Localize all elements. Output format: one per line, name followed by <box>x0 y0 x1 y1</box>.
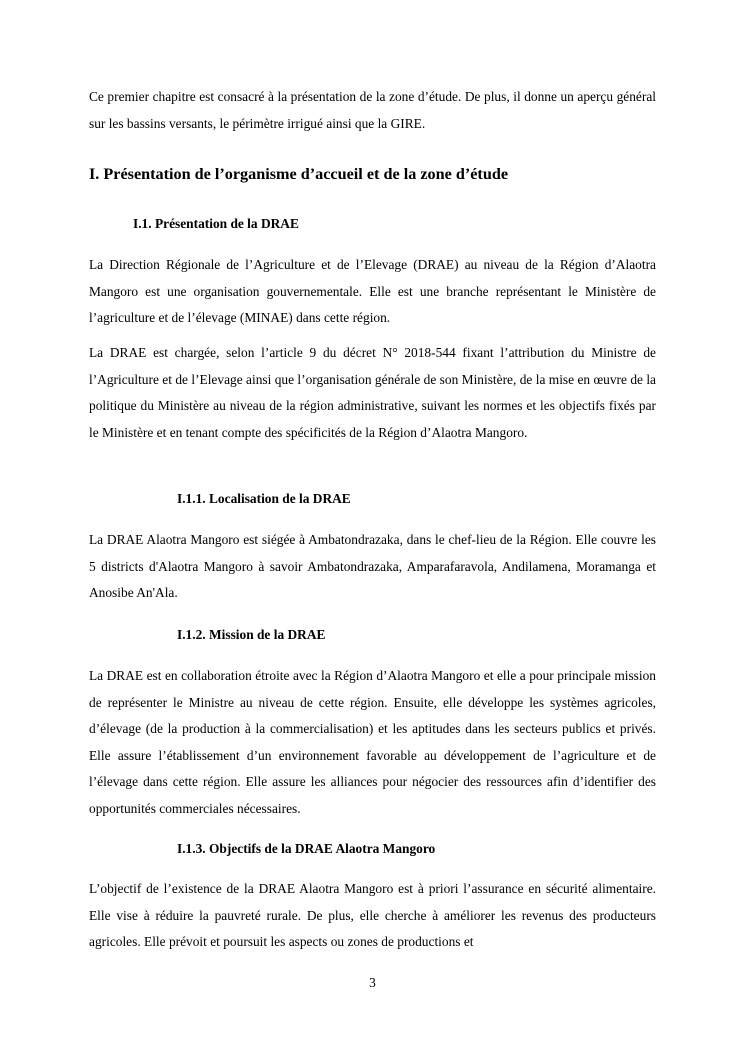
section-1-1-1-heading: I.1.1. Localisation de la DRAE <box>177 491 351 506</box>
section-1-1-3-heading: I.1.3. Objectifs de la DRAE Alaotra Mangoro <box>177 841 436 856</box>
page-number: 3 <box>369 975 376 990</box>
section-1-heading: I. Présentation de l’organisme d’accueil et de la zone d’étude <box>89 165 509 183</box>
drae-intro-paragraph: La Direction Régionale de l’Agriculture et de l’Elevage (DRAE) au niveau de la Région d’Alaotra Mangoro est une organisation gouvernementale. Elle est une branche représentant le Ministère de l’agriculture et de l’élevage (MINAE) dans cette région. <box>89 257 656 325</box>
drae-mandate-paragraph: La DRAE est chargée, selon l’article 9 du décret N° 2018-544 fixant l’attribution du Ministre de l’Agriculture et de l’Elevage ainsi que l’organisation générale de son Ministère, de la mise en œuvre de la politique du Ministère au niveau de la région administrative, suivant les normes et les objectifs fixés par le Ministère et en tenant compte des spécificités de la Région d’Alaotra Mangoro. <box>89 345 656 440</box>
section-1-1-heading: I.1. Présentation de la DRAE <box>133 216 299 231</box>
objectives-paragraph: L’objectif de l’existence de la DRAE Alaotra Mangoro est à priori l’assurance en sécurité alimentaire. Elle vise à réduire la pauvreté rurale. De plus, elle cherche à améliorer les revenus des producteurs agricoles. Elle prévoit et poursuit les aspects ou zones de productions et <box>89 881 656 949</box>
localisation-paragraph: La DRAE Alaotra Mangoro est siégée à Ambatondrazaka, dans le chef-lieu de la Région. Elle couvre les 5 districts d'Alaotra Mangoro à savoir Ambatondrazaka, Amparafaravola, Andilamena, Moramanga et Anosibe An'Ala. <box>89 532 656 600</box>
section-1-1-2-heading: I.1.2. Mission de la DRAE <box>177 627 326 642</box>
mission-paragraph: La DRAE est en collaboration étroite avec la Région d’Alaotra Mangoro et elle a pour principale mission de représenter le Ministre au niveau de cette région. Ensuite, elle développe les systèmes agricoles, d’élevage (de la production à la commercialisation) et les aptitudes dans les secteurs publics et privés. Elle assure l’établissement d’un environnement favorable au développement de l’agriculture et de l’élevage dans cette région. Elle assure les alliances pour négocier des ressources afin d’identifier des opportunités commerciales nécessaires. <box>89 668 656 816</box>
intro-paragraph: Ce premier chapitre est consacré à la présentation de la zone d’étude. De plus, il donne un aperçu général sur les bassins versants, le périmètre irrigué ainsi que la GIRE. <box>89 89 656 131</box>
